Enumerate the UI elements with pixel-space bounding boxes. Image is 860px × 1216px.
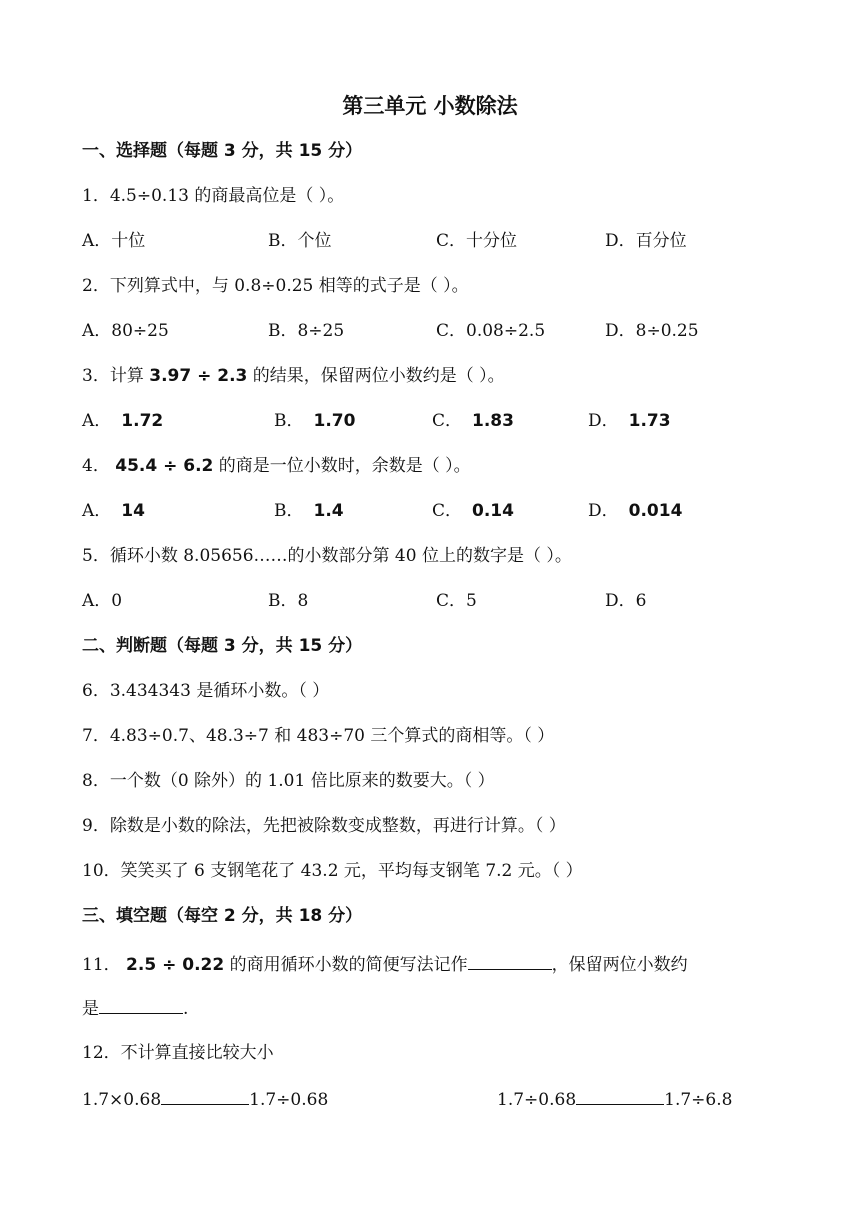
question-9: 9．除数是小数的除法，先把被除数变成整数，再进行计算。（ ）: [82, 816, 566, 836]
question-4-option-c: C． 0.14: [432, 501, 514, 521]
question-5-option-b: B．8: [268, 591, 309, 611]
question-3-option-d: D． 1.73: [588, 411, 671, 431]
question-3-prefix: 3．计算: [82, 366, 150, 386]
question-1-option-a: A．十位: [82, 231, 146, 251]
question-12-blank-1[interactable]: [161, 1086, 249, 1105]
question-4-prefix: 4．: [82, 456, 116, 476]
question-12-compare-right: 1.7÷0.68 1.7÷6.8: [497, 1086, 732, 1112]
question-11-prefix: 11．: [82, 955, 127, 975]
question-11-text: 的商用循环小数的简便写法记作: [224, 955, 468, 975]
question-10: 10．笑笑买了 6 支钢笔花了 43.2 元，平均每支钢笔 7.2 元。（ ）: [82, 861, 583, 881]
question-4-expression: 45.4 ÷ 6.2: [115, 456, 214, 476]
question-12-blank-2[interactable]: [576, 1086, 664, 1105]
question-11-blank-2[interactable]: [99, 995, 183, 1014]
question-5-option-a: A．0: [82, 591, 123, 611]
question-2-stem: 2．下列算式中，与 0.8÷0.25 相等的式子是（ ）。: [82, 276, 469, 296]
question-3-option-b: B． 1.70: [274, 411, 356, 431]
question-3-expression: 3.97 ÷ 2.3: [149, 366, 248, 386]
question-3-option-a: A． 1.72: [82, 411, 164, 431]
question-11-text-after: ，保留两位小数约: [551, 955, 688, 975]
question-1-stem: 1．4.5÷0.13 的商最高位是（ ）。: [82, 186, 345, 206]
question-2-option-b: B．8÷25: [268, 321, 345, 341]
question-4-option-a: A． 14: [82, 501, 145, 521]
question-5-stem: 5．循环小数 8.05656……的小数部分第 40 位上的数字是（ ）。: [82, 546, 572, 566]
question-3-stem: [82, 364, 505, 388]
section-fill-heading: 三、填空题（每空 2 分，共 18 分）: [82, 906, 363, 926]
question-11-blank-1[interactable]: [468, 951, 552, 970]
page-title: 第三单元 小数除法: [342, 93, 518, 118]
question-5-option-d: D．6: [605, 591, 647, 611]
question-3-option-c: C． 1.83: [432, 411, 514, 431]
question-4-option-b: B． 1.4: [274, 501, 344, 521]
section-choice-heading: 一、选择题（每题 3 分，共 15 分）: [82, 141, 363, 161]
question-2-option-d: D．8÷0.25: [605, 321, 699, 341]
question-7: 7．4.83÷0.7、48.3÷7 和 483÷70 三个算式的商相等。（ ）: [82, 726, 555, 746]
question-11-expression: 2.5 ÷ 0.22: [126, 955, 225, 975]
section-judgment-heading: 二、判断题（每题 3 分，共 15 分）: [82, 636, 363, 656]
question-11-line-1: [82, 951, 688, 977]
question-4-option-d: D． 0.014: [588, 501, 683, 521]
question-6: 6．3.434343 是循环小数。（ ）: [82, 681, 330, 701]
question-1-option-d: D．百分位: [605, 231, 687, 251]
question-8: 8．一个数（0 除外）的 1.01 倍比原来的数要大。（ ）: [82, 771, 495, 791]
question-3-suffix: 的结果，保留两位小数约是（ ）。: [247, 366, 505, 386]
question-2-option-a: A．80÷25: [82, 321, 169, 341]
question-12-stem: 12．不计算直接比较大小: [82, 1043, 274, 1063]
question-4-suffix: 的商是一位小数时，余数是（ ）。: [213, 456, 471, 476]
question-1-option-b: B．个位: [268, 231, 332, 251]
question-2-option-c: C．0.08÷2.5: [436, 321, 546, 341]
question-1-option-c: C．十分位: [436, 231, 518, 251]
question-11-line-2: 是 .: [82, 995, 188, 1021]
question-12-compare-left: 1.7×0.68 1.7÷0.68: [82, 1086, 328, 1112]
question-5-option-c: C．5: [436, 591, 477, 611]
question-4-stem: [82, 454, 471, 478]
